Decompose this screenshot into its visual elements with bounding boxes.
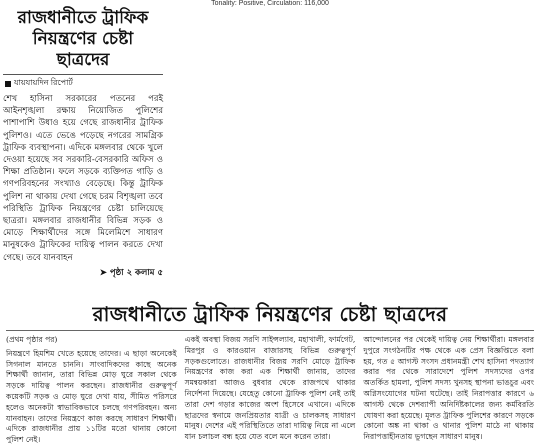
continuation-headline: রাজধানীতে ট্রাফিক নিয়ন্ত্রণের চেষ্টা ছাত্রদের [92, 302, 448, 326]
article-columns [0, 331, 540, 446]
news-clipping-continuation [0, 300, 540, 445]
article-column-3: আন্দোলনের পর থেকেই দায়িত্ব নেয় শিক্ষার্থীরা। মঙ্গলবার দুপুরে সংগঠনটির পক্ষ থেকে এক প্রেস বিজ্ঞপ্তিতে বলা হয়, গত ৫ আগস্ট সংসদ প্রধানমন্ত্রী শেখ হাসিনা পদত্যাগ করার পর থেকে সারাদেশে পুলিশ সদস্যদের ওপর অতর্কিত হামলা, পুলিশ সদস্য খুনসহ স্থাপনা ভাঙচুর এবং অগ্নিসংযোগের ঘটনা ঘটেছে। তাই নিরাপত্তার কারণে ৬ আগস্ট থেকে দেশব্যাপী অনির্দিষ্টকালের জন্য কর্মবিরতি ঘোষণা করা হয়েছে। মূলত ট্রাফিক পুলিশের কারণে সড়কে কোনো অঙ্ক না থাকা ও থানার পুলিশ মাঠে না থাকায় নিরাপত্তাহীনতায় ভুগছেন সাধারণ মানুষ। [363, 335, 535, 442]
clip-meta-line: Tonality: Positive, Circulation: 116,000 [211, 0, 329, 7]
divider [3, 74, 163, 75]
headline-line: নিয়ন্ত্রণের চেষ্টা [32, 29, 134, 49]
headline-line: ছাত্রদের [56, 50, 110, 70]
article-body: শেখ হাসিনা সরকারের পতনের পরই আইনশৃঙ্খলা রক্ষায় নিয়োজিত পুলিশের পাশাপাশি উধাও হয়ে গেছে রাজধানীর ট্রাফিক পুলিশও। এতে ভেঙে পড়েছে নগরের সামগ্রিক ট্রাফিক ব্যবস্থাপনা। এদিকে মঙ্গলবার থেকে খুলে দেওয়া হয়েছে সব সরকারি-বেসরকারি অফিস ও শিক্ষা প্রতিষ্ঠান। ফলে সড়কে ব্যক্তিগত গাড়ি ও গণপরিবহনের সংখ্যাও বেড়েছে। কিন্তু ট্রাফিক পুলিশ না থাকায় দেখা গেছে চরম বিশৃঙ্খলা তবে পরিস্থিতি ট্রাফিক নিয়ন্ত্রণের চেষ্টা চালিয়েছে ছাত্ররা। মঙ্গলবার রাজধানীর বিভিন্ন সড়ক ও মোড়ে শিক্ষার্থীদের সঙ্গে মিলেমিশে সাধারণ মানুষকেও ট্রাফিকের দায়িত্ব পালন করতে দেখা গেছে। তবে যানবাহন [3, 94, 163, 263]
byline-text: যায়যায়দিন রিপোর্ট [14, 78, 73, 87]
news-clipping-front [3, 4, 163, 280]
column-text: নিয়ন্ত্রণে হিমশিম খেতে হয়েছে তাদের। এ ছাড়া অনেকেই সিগনাল মানতে চাননি। সাংবাদিকদের কাছে অনেক শিক্ষার্থী জানান, তারা বিভিন্ন মোড় ঘুরে সকাল থেকে সড়কে দায়িত্ব পালন করছেন। রাজধানীর গুরুত্বপূর্ণ কয়েকটি সড়ক ও মোড় ঘুরে দেখা যায়, সীমিত পরিসরে হলেও অনেকটা স্বাভাবিকভাবে চলছে গণপরিবহন। অন্য যানবাহন। তাদের নিয়ন্ত্রণে কাজ করছে সাধারণ শিক্ষার্থী। এদিকে রাজধানীর প্রায় ১১টির মতো থানায় কোনো পুলিশ নেই। [6, 348, 177, 445]
article-column-1 [6, 335, 177, 446]
article-column-2: একই অবস্থা বিজয় সরণি সাইন্সল্যাব, মহাখালী, ফার্মগেট, মিরপুর ও কারওয়ান বাজারসহ বিভিন্ন গুরুত্বপূর্ণ সড়কগুলোতে। রাজধানীর বিজয় সরণি মোড়ে ট্রাফিক নিয়ন্ত্রণের কাজ করা এক শিক্ষার্থী জানায়, তাদের সমন্বয়কারা আজও বুধবার থেকে রাজপথে থাকার নির্দেশনা দিয়েছে। যেহেতু কোনো ট্রাফিক পুলিশ নেই তাই তারা দেশ গড়ার কাজের অংশ হিসেবে এখানে। এদিকে ছাত্রদের স্বনামে জনপ্রিয়তার যাত্রী ও চালকসহ সাধারণ মানুষ। দেশের এই পরিস্থিতিতে তারা দায়িত্ব নিয়ে না এলে যান চলাচল বন্ধ হয়ে যেত বলে মনে করেন তারা। [184, 335, 356, 442]
headline [3, 8, 163, 71]
from-page-note: (প্রথম পৃষ্ঠার পর) [6, 335, 58, 344]
headline-line: রাজধানীতে ট্রাফিক [17, 8, 149, 28]
byline [5, 77, 163, 90]
continued-note: ➤ পৃষ্ঠা ২ কলাম ৫ [99, 267, 163, 278]
bullet-square-icon [5, 81, 11, 87]
